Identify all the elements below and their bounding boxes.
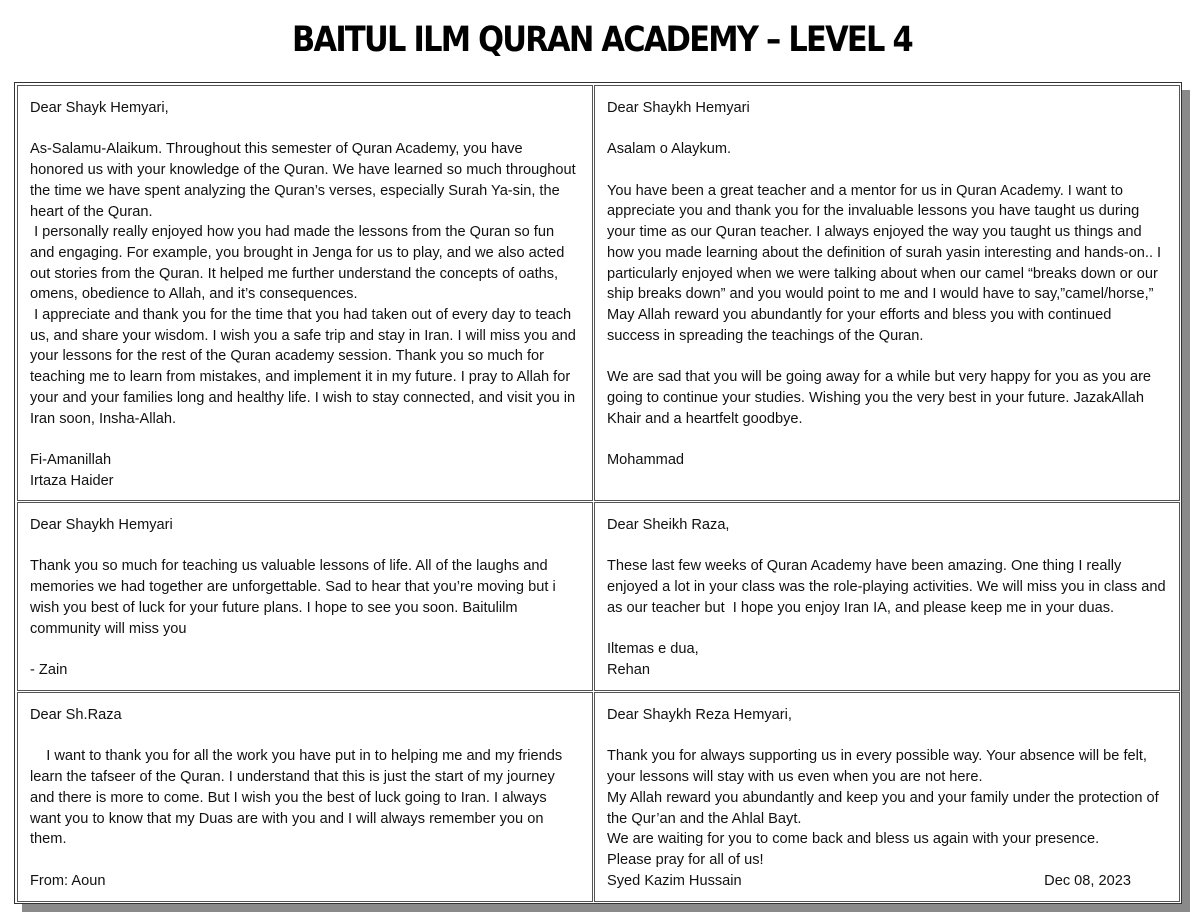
letter-greeting: Dear Shaykh Reza Hemyari, bbox=[607, 707, 792, 723]
letter-signature: Iltemas e dua, Rehan bbox=[607, 641, 699, 678]
letter-date: Dec 08, 2023 bbox=[1044, 872, 1131, 889]
letters-table bbox=[14, 82, 1182, 904]
letter-greeting: Dear Sh.Raza bbox=[30, 707, 122, 723]
letter-rehan bbox=[594, 502, 1180, 691]
letter-greeting: Dear Sheikh Raza, bbox=[607, 517, 730, 533]
letter-signature: Mohammad bbox=[607, 451, 685, 468]
letter-aoun bbox=[17, 692, 593, 902]
letter-body: We are sad that you will be going away for a while but very happy for you as you are going to continue your studies. Wishing you the very best in your future. JazakAllah Khair and a heartfelt goodbye. bbox=[607, 369, 1156, 427]
letter-salutation: Asalam o Alaykum. bbox=[607, 141, 732, 158]
letter-body: You have been a great teacher and a mentor for us in Quran Academy. I want to appreciate you and thank you for the invaluable lessons you have taught us during your time as our Quran teacher. I always enjoyed the way you taught us things and how you made learning about the definition of surah yasin interesting and hands-on.. I particularly enjoyed when we were talking about when our camel “breaks down or our ship breaks down” and you would point to me and I would have to say,”camel/horse,” May Allah reward you abundantly for your efforts and bless you with continued success in spreading the teachings of the Quran. bbox=[607, 182, 1166, 344]
letter-signature: - Zain bbox=[30, 661, 68, 678]
letter-greeting: Dear Shayk Hemyari, bbox=[30, 100, 169, 116]
letter-greeting: Dear Shaykh Hemyari bbox=[607, 100, 750, 116]
page-title: BAITUL ILM QURAN ACADEMY – LEVEL 4 bbox=[292, 20, 912, 60]
signature-line bbox=[607, 871, 1167, 892]
letter-body: Thank you for always supporting us in every possible way. Your absence will be felt, your lessons will stay with us even when you are not here. My Allah reward you abundantly and keep you and your family under the protection of the Qur’an and the Ahlal Bayt. We are waiting for you to come back and bless us again with your presence. Please pray for all of us! bbox=[607, 748, 1159, 868]
letter-body: Thank you so much for teaching us valuable lessons of life. All of the laughs and memories we had together are unforgettable. Sad to hear that you’re moving but i wish you best of luck for your future plans. I hope to see you soon. Baitulilm community will miss you bbox=[30, 558, 560, 637]
letter-syed-kazim bbox=[594, 692, 1180, 902]
letter-body: I want to thank you for all the work you have put in to helping me and my friends learn the tafseer of the Quran. I understand that this is just the start of my journey and there is more to come. But I wish you the best of luck going to Iran. I always want you to know that my Duas are with you and I will always remember you on them. bbox=[30, 748, 567, 848]
letter-mohammad bbox=[594, 85, 1180, 501]
letter-signature: From: Aoun bbox=[30, 872, 106, 889]
letter-signature: Syed Kazim Hussain bbox=[607, 872, 742, 889]
letter-body: These last few weeks of Quran Academy have been amazing. One thing I really enjoyed a lot in your class was the role-playing activities. We will miss you in class and as our teacher but I hope you enjoy Iran IA, and please keep me in your duas. bbox=[607, 558, 1170, 616]
letter-signature: Fi-Amanillah Irtaza Haider bbox=[30, 451, 114, 489]
letter-zain bbox=[17, 502, 593, 691]
letter-irtaza bbox=[17, 85, 593, 501]
letter-greeting: Dear Shaykh Hemyari bbox=[30, 517, 173, 533]
letter-body: As-Salamu-Alaikum. Throughout this semester of Quran Academy, you have honored us with your knowledge of the Quran. We have learned so much throughout the time we have spent analyzing the Quran’s verses, especially Surah Ya-sin, the heart of the Quran. I personally really enjoyed how you had made the lessons from the Quran so fun and engaging. For example, you brought in Jenga for us to play, and we also acted out stories from the Quran. It helped me further understand the concepts of oaths, omens, obedience to Allah, and it’s consequences. I appreciate and thank you for the time that you had taken out of every day to teach us, and share your wisdom. I wish you a safe trip and stay in Iran. I will miss you and your lessons for the rest of the Quran academy session. Thank you so much for teaching me to learn from mistakes, and implement it in my future. I pray to Allah for your and your families long and healthy life. I wish to stay connected, and visit you in Iran soon, Insha-Allah. bbox=[30, 141, 576, 427]
